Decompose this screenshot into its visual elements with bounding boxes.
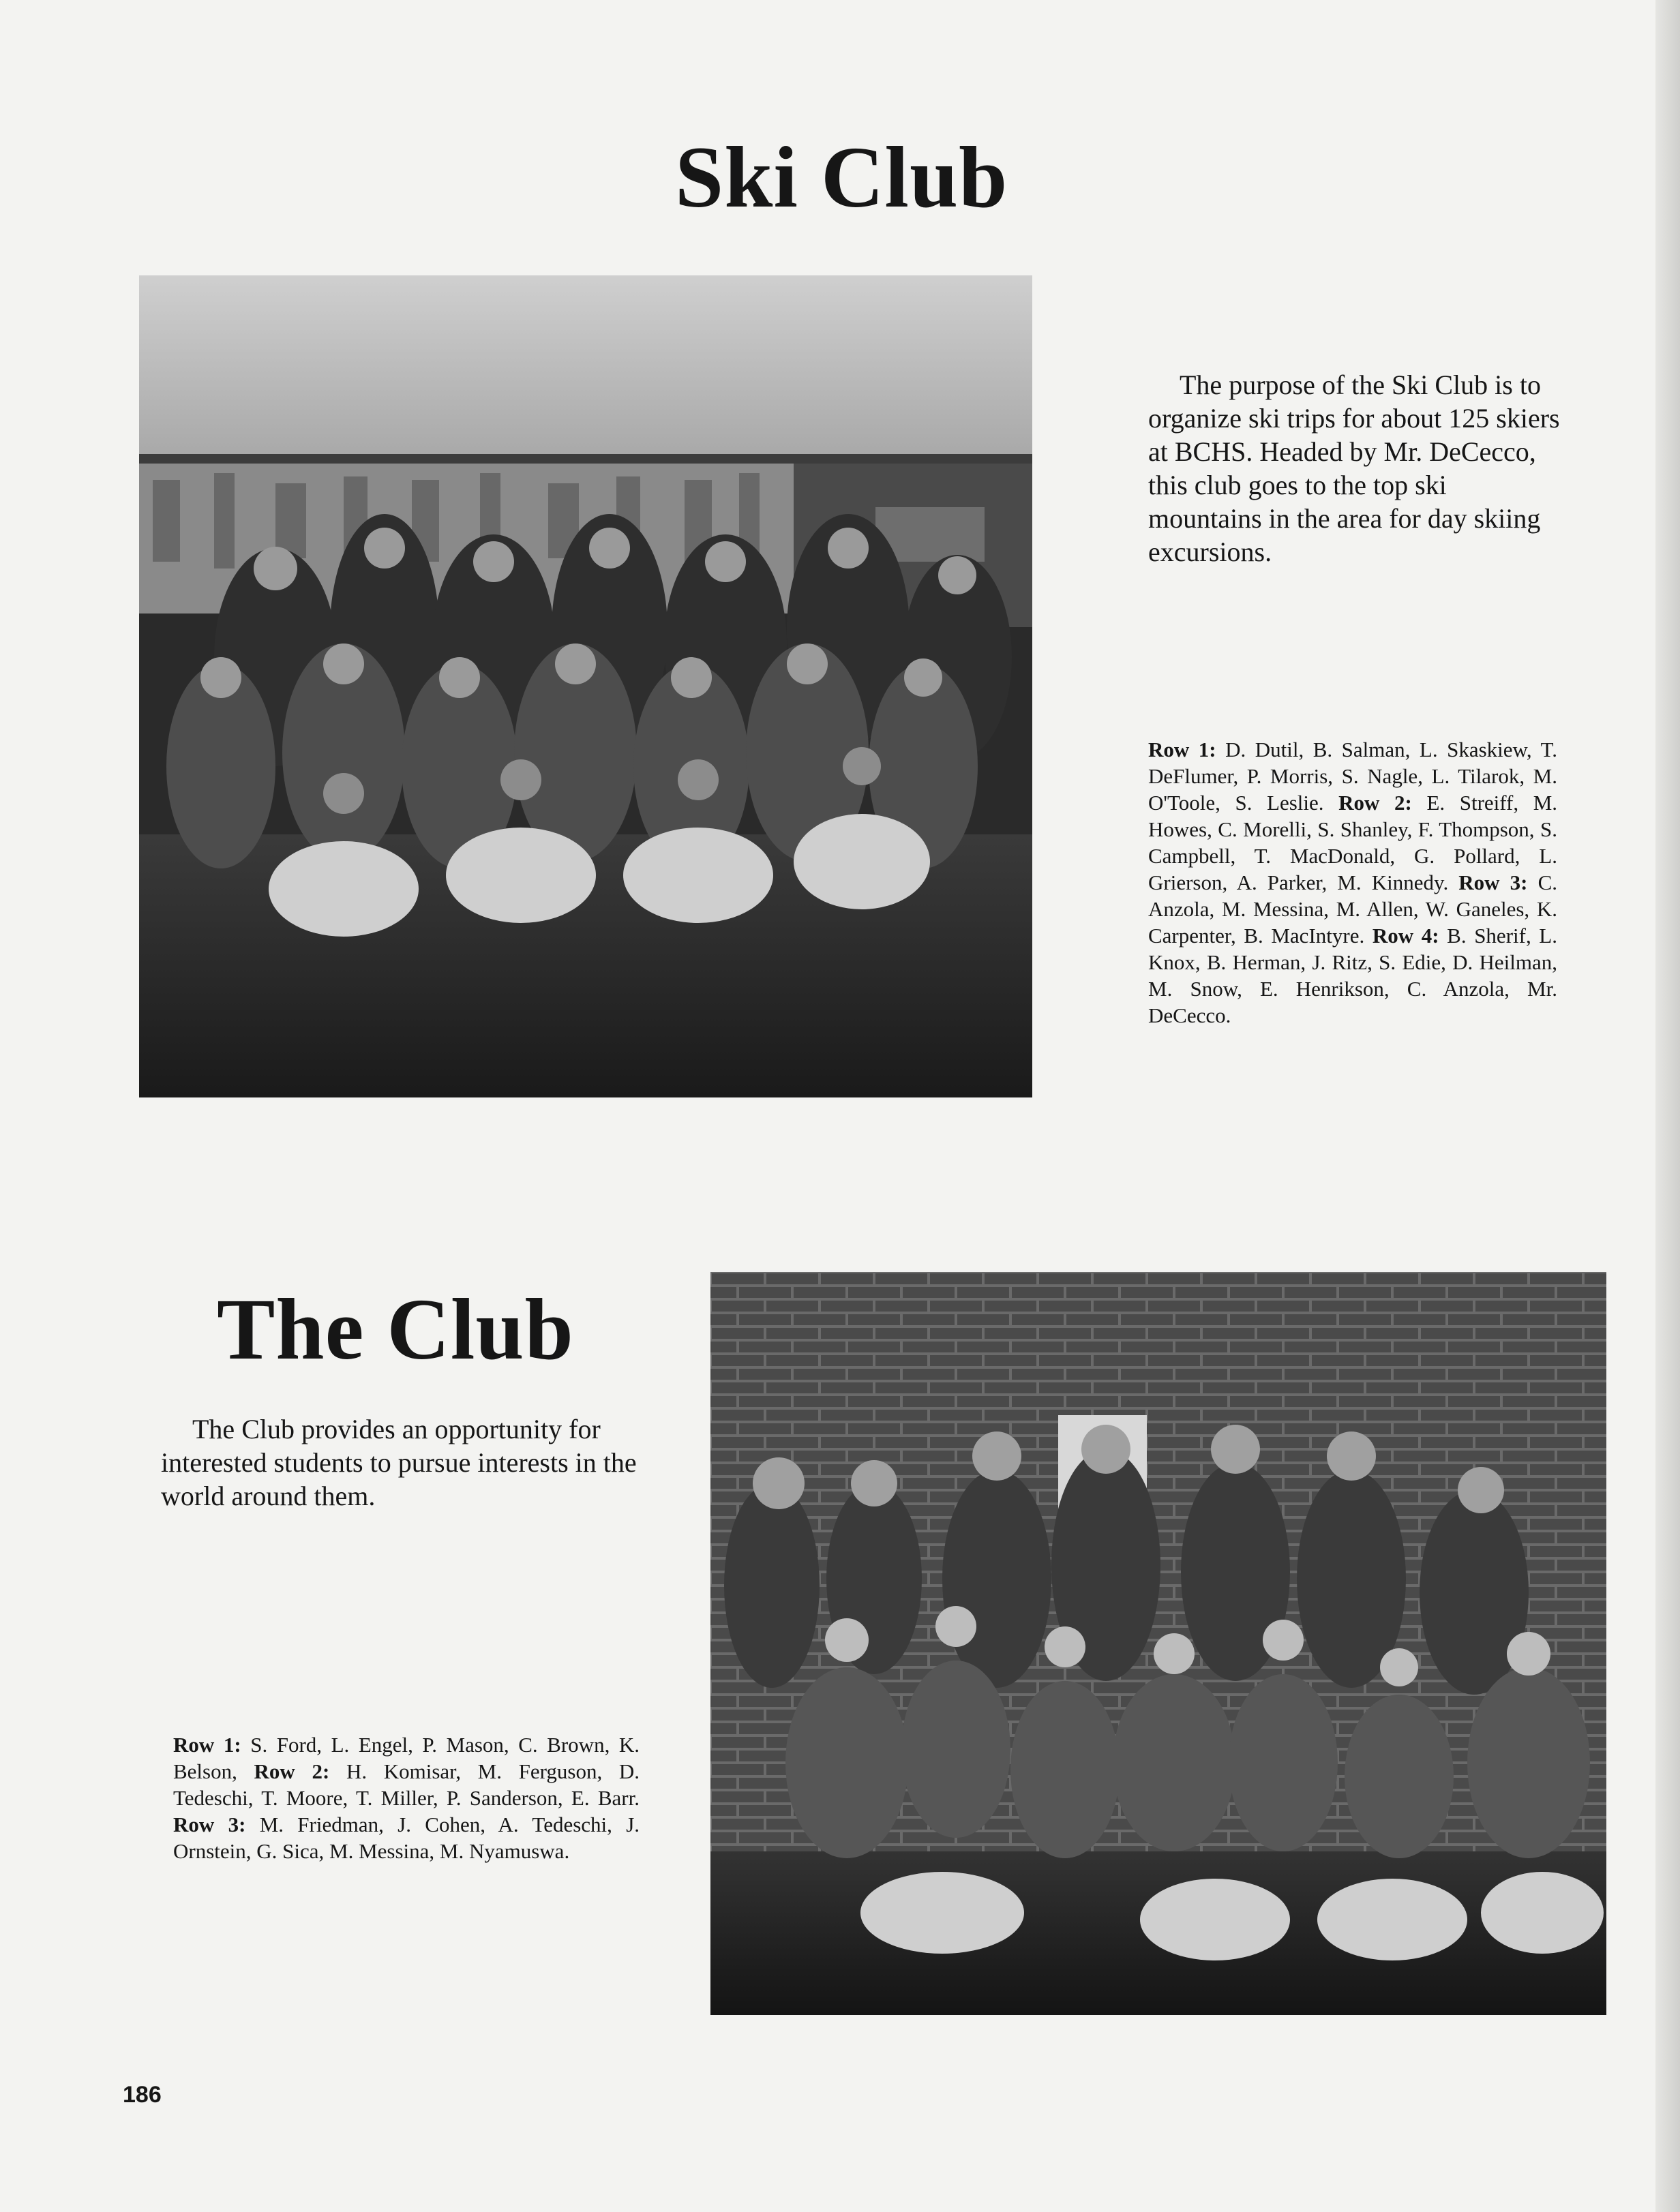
roster-row-label: Row 2: [254, 1759, 330, 1783]
page-number: 186 [123, 2082, 162, 2108]
roster-row-names: D. Dutil, B. Salman, L. Skaskiew, T. DeFlumer, P. Morris, S. Nagle, L. Tilarok, M. O'Toole, S. Leslie. [1148, 738, 1557, 815]
roster-row-names: B. Sherif, L. Knox, B. Herman, J. Ritz, S. Edie, D. Heilman, M. Snow, E. Henrikson, C. Anzola, Mr. DeCecco. [1148, 924, 1557, 1027]
roster-row-names: C. Anzola, M. Messina, M. Allen, W. Ganeles, K. Carpenter, B. MacIntyre. [1148, 870, 1558, 948]
roster-row-label: Row 3: [173, 1813, 246, 1836]
roster-row-names: S. Ford, L. Engel, P. Mason, C. Brown, K. Belson, [173, 1733, 640, 1783]
roster-row-label: Row 4: [1372, 924, 1439, 948]
the-club-roster [173, 1731, 640, 1864]
roster-row-names: M. Friedman, J. Cohen, A. Tedeschi, J. Ornstein, G. Sica, M. Messina, M. Nyamuswa. [173, 1813, 640, 1863]
ski-club-title: Ski Club [675, 129, 1008, 226]
roster-row-label: Row 2: [1338, 791, 1412, 815]
ski-club-description: The purpose of the Ski Club is to organize ski trips for about 125 skiers at BCHS. Headed by Mr. DeCecco, this club goes to the top ski mountains in the area for day skiing excursions. [1148, 369, 1560, 567]
the-club-title: The Club [217, 1281, 574, 1378]
roster-row-names: E. Streiff, M. Howes, C. Morelli, S. Shanley, F. Thompson, S. Campbell, T. MacDonald, G. Pollard, L. Grierson, A. Parker, M. Kinnedy. [1148, 791, 1558, 894]
the-club-description: The Club provides an opportunity for interested students to pursue interests in the world around them. [161, 1414, 637, 1511]
ski-club-group-photo [139, 275, 1032, 1097]
roster-row-names: H. Komisar, M. Ferguson, D. Tedeschi, T. Moore, T. Miller, P. Sanderson, E. Barr. [173, 1759, 640, 1810]
roster-row-label: Row 1: [173, 1733, 241, 1757]
roster-row-label: Row 1: [1148, 738, 1216, 761]
the-club-group-photo [710, 1272, 1606, 2015]
page-edge [1655, 0, 1680, 2212]
ski-club-roster [1148, 736, 1557, 1029]
roster-row-label: Row 3: [1458, 870, 1528, 894]
